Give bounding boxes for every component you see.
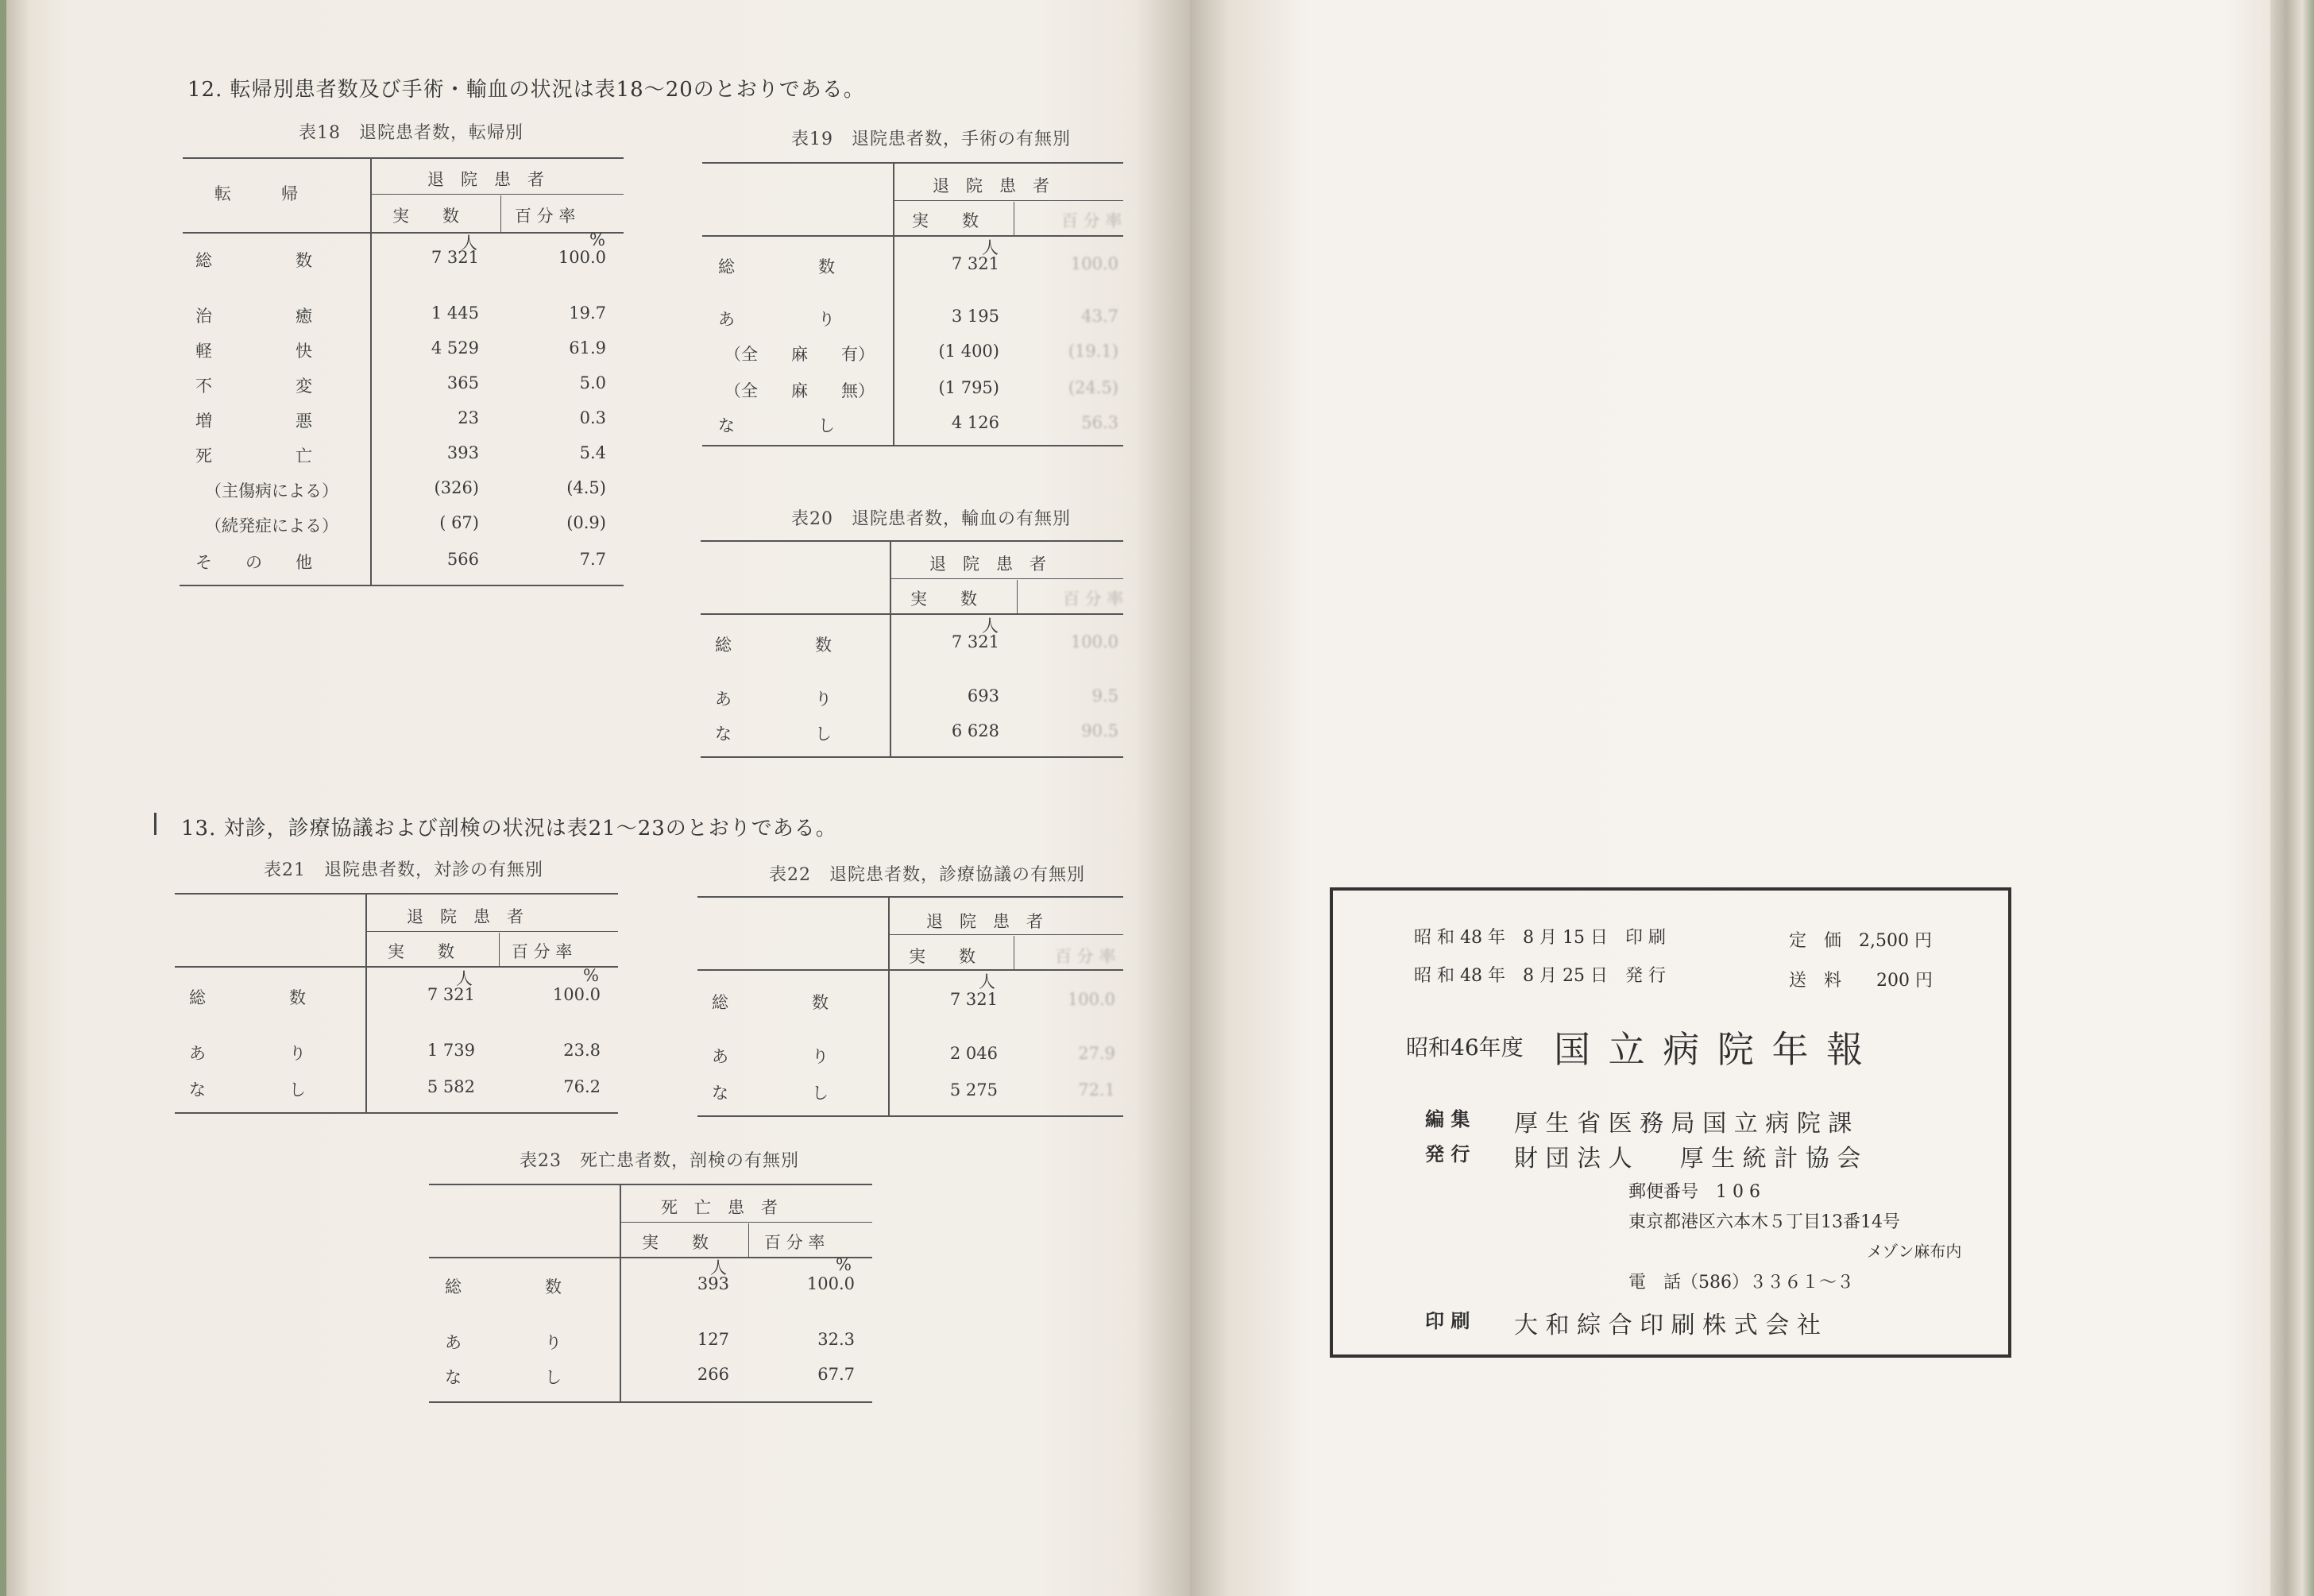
table18-unit2: % [589,230,605,249]
table19-r2-pct: (19.1) [1068,342,1118,361]
address-line2: メゾン麻布内 [1867,1242,1962,1261]
table18-r4-count: 23 [458,408,479,427]
section-13-heading: 13. 対診，診療協議および剖検の状況は表21～23のとおりである。 [181,817,837,841]
table18-r5-label: 死 亡 [195,446,312,466]
table19-r1-count: 3 195 [951,307,999,326]
table20-group-header: 退 院 患 者 [929,555,1046,574]
address-line1: 東京都港区六本木５丁目13番14号 [1628,1212,1900,1232]
table18-r4-label: 増 悪 [195,412,312,431]
left-page [6,0,1190,1596]
table18-r1-label: 治 癒 [195,307,312,326]
table23-unit2: % [836,1255,852,1274]
book-spread [6,0,2270,1596]
table19-r0-count: 7 321 [951,254,999,273]
table18-r7-label: （続発症による） [205,516,338,535]
table20-r1-pct: 9.5 [1091,686,1118,705]
table21-r0-pct: 100.0 [552,985,601,1004]
table18-r4-pct: 0.3 [579,408,606,427]
table23-r0-count: 393 [697,1274,729,1293]
table18-r0-count: 7 321 [431,248,479,267]
printer-label: 印 刷 [1425,1309,1470,1332]
table18-r0-pct: 100.0 [558,248,606,267]
table18-r2-label: 軽 快 [195,342,312,361]
table21-caption: 表21 退院患者数，対診の有無別 [264,860,543,880]
table18-r2-pct: 61.9 [569,338,606,357]
table18-r0-label: 総 数 [195,251,312,270]
table19-col1: 実 数 [912,211,979,230]
table18-col1: 実 数 [392,207,459,226]
table18-caption: 表18 退院患者数，転帰別 [299,123,523,143]
issue-date: 昭 和 48 年 8 月 25 日 発 行 [1414,966,1666,986]
year-label: 昭和46年度 [1406,1034,1524,1061]
table18-r2-count: 4 529 [431,338,479,357]
table21-r2-pct: 76.2 [563,1077,601,1096]
table20-col2: 百 分 率 [1063,589,1124,609]
table19-col2: 百 分 率 [1061,211,1122,230]
phone: 電 話（586）３３６１～３ [1628,1273,1854,1293]
table18-group-header: 退 院 患 者 [427,170,544,189]
table22-r1-label: あ り [712,1047,829,1066]
table20-col1: 実 数 [910,589,977,609]
table20-r2-count: 6 628 [951,721,999,740]
table23-r2-count: 266 [697,1365,729,1384]
table18-r1-count: 1 445 [431,303,479,323]
table21-r2-count: 5 582 [427,1077,475,1096]
table19-r3-pct: (24.5) [1068,378,1118,397]
table23-r2-label: な し [445,1368,562,1387]
postage: 送 料 200 円 [1789,971,1933,991]
margin-mark [154,813,156,835]
table18-r3-pct: 5.0 [579,373,606,392]
section-12-heading: 12. 転帰別患者数及び手術・輸血の状況は表18～20のとおりである。 [187,78,865,102]
table19-r3-count: (1 795) [938,378,999,397]
publisher-label: 発 行 [1425,1142,1470,1165]
table19-unit1: 人 [982,238,999,257]
table18-r8-pct: 7.7 [579,550,606,569]
table18-r8-count: 566 [446,550,479,569]
editor-label: 編 集 [1425,1107,1470,1130]
colophon-box [1330,887,2011,1358]
table21-unit1: 人 [456,969,473,988]
table21-r1-label: あ り [189,1044,306,1063]
table18-r5-pct: 5.4 [579,443,606,462]
table18-r8-label: そ の 他 [195,553,312,572]
table18-r5-count: 393 [446,443,479,462]
table22-col2: 百 分 率 [1055,947,1116,966]
printer: 大 和 綜 合 印 刷 株 式 会 社 [1514,1312,1821,1339]
table22-r2-label: な し [712,1084,829,1103]
table18-r6-count: (326) [434,478,479,497]
table21-r0-count: 7 321 [427,985,475,1004]
table23-group-header: 死 亡 患 者 [661,1198,778,1217]
table19-r2-label: （全 麻 有） [724,345,875,364]
table22-r1-pct: 27.9 [1078,1044,1115,1063]
table20-r1-count: 693 [967,686,999,705]
publisher: 財 団 法 人 厚 生 統 計 協 会 [1514,1145,1861,1173]
table18-r7-count: ( 67) [439,513,479,532]
price: 定 価 2,500 円 [1789,931,1932,951]
table23-r1-label: あ り [445,1333,562,1352]
table23-r2-pct: 67.7 [817,1365,855,1384]
table22-r0-label: 総 数 [712,993,829,1012]
table18-row-header: 転 帰 [214,184,298,203]
table18-col2: 百 分 率 [515,207,576,226]
table19-r4-count: 4 126 [951,413,999,432]
table21-col1: 実 数 [388,942,454,961]
table22-group-header: 退 院 患 者 [926,912,1043,931]
table19-r4-pct: 56.3 [1081,413,1118,432]
table18-r6-label: （主傷病による） [205,481,338,500]
table22-col1: 実 数 [909,947,975,966]
table20-unit1: 人 [982,616,999,636]
page-edge [2270,0,2314,1596]
table21-unit2: % [583,966,599,985]
table22-caption: 表22 退院患者数，診療協議の有無別 [769,865,1085,885]
table20-r0-count: 7 321 [951,632,999,651]
table22-r0-pct: 100.0 [1067,990,1115,1009]
table23-col1: 実 数 [642,1233,709,1252]
table23-r1-pct: 32.3 [817,1330,855,1349]
table19-r3-label: （全 麻 無） [724,381,875,400]
table18-r6-pct: (4.5) [566,478,606,497]
table20-caption: 表20 退院患者数，輸血の有無別 [791,509,1071,529]
table21-r1-count: 1 739 [427,1041,475,1060]
table22-r0-count: 7 321 [949,990,998,1009]
table19-caption: 表19 退院患者数，手術の有無別 [791,129,1071,149]
table18-r1-pct: 19.7 [569,303,606,323]
table21-col2: 百 分 率 [512,942,573,961]
table22-unit1: 人 [979,972,995,991]
table18-r3-count: 365 [446,373,479,392]
table23-caption: 表23 死亡患者数，剖検の有無別 [520,1151,799,1171]
table19-r0-pct: 100.0 [1070,254,1118,273]
table21-group-header: 退 院 患 者 [407,907,523,926]
table20-r0-pct: 100.0 [1070,632,1118,651]
table22-r2-pct: 72.1 [1078,1080,1115,1099]
table19-r0-label: 総 数 [718,257,835,276]
table23-col2: 百 分 率 [764,1233,825,1252]
table19-r2-count: (1 400) [938,342,999,361]
editor: 厚 生 省 医 務 局 国 立 病 院 課 [1514,1110,1852,1138]
table23-unit1: 人 [710,1258,727,1277]
table23-r0-label: 総 数 [445,1277,562,1297]
table18-r7-pct: (0.9) [566,513,606,532]
publication-title: 国 立 病 院 年 報 [1554,1028,1867,1071]
table19-r4-label: な し [718,416,835,435]
table22-r2-count: 5 275 [949,1080,998,1099]
table22-r1-count: 2 046 [949,1044,998,1063]
print-date: 昭 和 48 年 8 月 15 日 印 刷 [1414,928,1666,948]
table23-r1-count: 127 [697,1330,729,1349]
table18-unit1: 人 [461,234,477,253]
table23-r0-pct: 100.0 [806,1274,855,1293]
table18-r3-label: 不 変 [195,377,312,396]
table20-r1-label: あ り [715,690,832,709]
table20-r2-pct: 90.5 [1081,721,1118,740]
table21-r0-label: 総 数 [189,988,306,1007]
postal-code: 郵便番号 1 0 6 [1628,1182,1760,1202]
table19-r1-pct: 43.7 [1081,307,1118,326]
table20-r2-label: な し [715,725,832,744]
table21-r1-pct: 23.8 [563,1041,601,1060]
table20-r0-label: 総 数 [715,636,832,655]
table21-r2-label: な し [189,1080,306,1099]
table19-r1-label: あ り [718,310,835,329]
table19-group-header: 退 院 患 者 [933,176,1049,195]
